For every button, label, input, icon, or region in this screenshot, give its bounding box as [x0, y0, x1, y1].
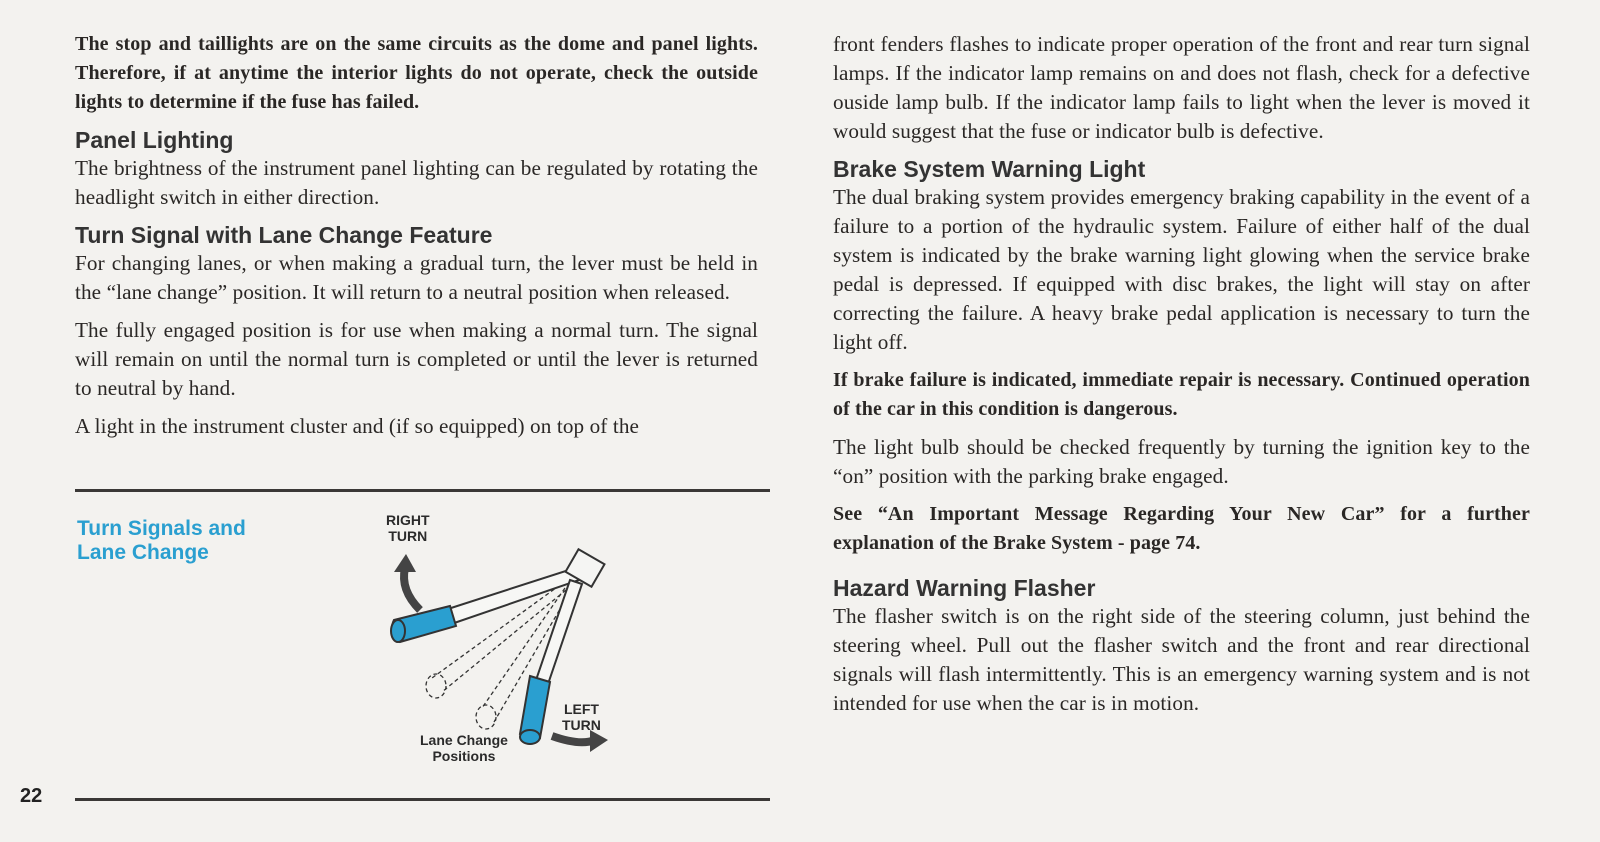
left-turn-arrow-icon	[552, 736, 595, 742]
figure-title-line-2: Lane Change	[77, 541, 209, 564]
left-turn-label-2: TURN	[562, 717, 601, 733]
left-column	[75, 30, 758, 441]
lane-change-label-1: Lane Change	[420, 732, 508, 748]
right-turn-label-1: RIGHT	[386, 512, 430, 528]
hazard-heading: Hazard Warning Flasher	[833, 575, 1096, 601]
page-number: 22	[20, 785, 43, 807]
right-turn-label-2: TURN	[388, 528, 428, 544]
turn-signal-lever-diagram	[380, 540, 640, 770]
right-column	[833, 30, 1530, 718]
hazard-text: The flasher switch is on the right side of the steering column, just behind the steering wheel. Pull out the flasher switch and the front and rear directional signals will flash intermittently. This is an emergency warning system and is not intended for use when the car is in motion.	[833, 604, 1530, 715]
indicator-lamp-text: front fenders flashes to indicate proper operation of the front and rear turn signal lamps. If the indicator lamp remains on and does not flash, check for a defective ouside lamp bulb. If the indicator lamp fails to light when the lever is moved it would suggest that the fuse or indicator bulb is defective.	[833, 32, 1530, 143]
lane-change-label-2: Positions	[432, 748, 496, 764]
turn-signal-text-1: For changing lanes, or when making a gradual turn, the lever must be held in the “lane change” position. It will return to a neutral position when released.	[75, 251, 758, 304]
fuse-note: The stop and taillights are on the same circuits as the dome and panel lights. Therefore, if at anytime the interior lights do not operate, check the outside lights to determine if the fuse has failed.	[75, 33, 758, 113]
figure-top-rule	[75, 489, 770, 492]
figure-title	[77, 517, 246, 565]
turn-signal-heading: Turn Signal with Lane Change Feature	[75, 222, 493, 248]
figure-bottom-rule	[75, 798, 770, 801]
brake-warning-heading: Brake System Warning Light	[833, 156, 1146, 182]
see-reference: See “An Important Message Regarding Your New Car” for a further explanation of the Brake System - page 74.	[833, 503, 1530, 554]
turn-signal-text-2: The fully engaged position is for use when making a normal turn. The signal will remain on until the normal turn is completed or until the lever is returned to neutral by hand.	[75, 318, 758, 400]
left-turn-label-1: LEFT	[563, 701, 599, 717]
right-turn-arrow-icon	[404, 568, 420, 610]
brake-warning-text: The dual braking system provides emergency braking capability in the event of a failure to a portion of the hydraulic system. Failure of either half of the dual system is indicated by the brake warning light glowing when the service brake pedal is depressed. If equipped with disc brakes, the light will stay on after correcting the failure. A heavy brake pedal application is necessary to turn the light off.	[833, 185, 1530, 354]
bulb-check-text: The light bulb should be checked frequently by turning the ignition key to the “on” position with the parking brake engaged.	[833, 435, 1530, 488]
turn-signal-text-3: A light in the instrument cluster and (if so equipped) on top of the	[75, 414, 640, 438]
brake-failure-warning: If brake failure is indicated, immediate repair is necessary. Continued operation of the car in this condition is dangerous.	[833, 369, 1530, 420]
panel-lighting-text: The brightness of the instrument panel lighting can be regulated by rotating the headlight switch in either direction.	[75, 156, 758, 209]
figure-title-line-1: Turn Signals and	[77, 517, 246, 540]
panel-lighting-heading: Panel Lighting	[75, 127, 234, 153]
